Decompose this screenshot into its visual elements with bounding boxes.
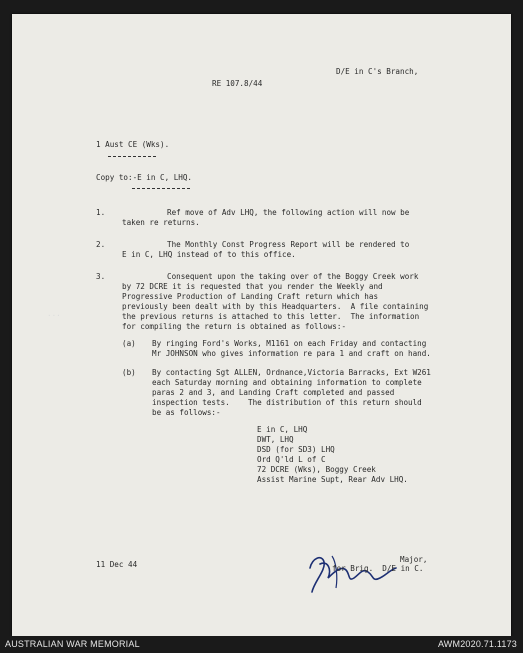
distribution-item: DSD (for SD3) LHQ: [257, 445, 335, 454]
margin-dots: ...: [47, 309, 61, 318]
para-3-line-1: Consequent upon the taking over of the Boggy Creek work: [167, 272, 419, 281]
signatory-for-line: for Brig. D/E in C.: [332, 564, 424, 573]
para-2-line-1: The Monthly Const Progress Report will be rendered to: [167, 240, 410, 249]
branch-heading: D/E in C's Branch,: [336, 67, 419, 76]
item-b-label: (b): [122, 368, 136, 377]
item-a-label: (a): [122, 339, 136, 348]
item-a-line-1: By ringing Ford's Works, M1161 on each Friday and contacting: [152, 339, 427, 348]
para-3-number: 3.: [96, 272, 106, 281]
distribution-item: E in C, LHQ: [257, 425, 308, 434]
item-b-line-4: inspection tests. The distribution of this return should: [152, 398, 422, 407]
para-3-line-2: by 72 DCRE it is requested that you render the Weekly and: [122, 282, 383, 291]
distribution-item: 72 DCRE (Wks), Boggy Creek: [257, 465, 376, 474]
copy-to: Copy to:-E in C, LHQ.: [96, 173, 193, 182]
distribution-item: Assist Marine Supt, Rear Adv LHQ.: [257, 475, 408, 484]
signatory-rank: Major,: [400, 555, 428, 564]
para-3-line-4: previously been dealt with by this Headquarters. A file containing: [122, 302, 429, 311]
addressee: 1 Aust CE (Wks).: [96, 140, 170, 149]
archive-name: AUSTRALIAN WAR MEMORIAL: [5, 639, 140, 649]
para-3-line-6: for compiling the return is obtained as follows:-: [122, 322, 347, 331]
letter-date: 11 Dec 44: [96, 560, 138, 569]
para-1-line-2: taken re returns.: [122, 218, 200, 227]
distribution-item: Ord Q'ld L of C: [257, 455, 326, 464]
reference-number: RE 107.8/44: [212, 79, 263, 88]
addressee-underline: [108, 156, 156, 157]
item-b-line-3: paras 2 and 3, and Landing Craft completed and passed: [152, 388, 395, 397]
distribution-item: DWT, LHQ: [257, 435, 294, 444]
para-3-line-5: the previous returns is attached to this letter. The information: [122, 312, 420, 321]
item-b-line-1: By contacting Sgt ALLEN, Ordnance,Victoria Barracks, Ext W261: [152, 368, 431, 377]
para-1-number: 1.: [96, 208, 106, 217]
item-a-line-2: Mr JOHNSON who gives information re para 1 and craft on hand.: [152, 349, 431, 358]
item-b-line-5: be as follows:-: [152, 408, 221, 417]
para-3-line-3: Progressive Production of Landing Craft return which has: [122, 292, 379, 301]
letter-page: [12, 14, 511, 636]
para-1-line-1: Ref move of Adv LHQ, the following action will now be: [167, 208, 410, 217]
archive-id: AWM2020.71.1173: [437, 639, 517, 649]
para-2-number: 2.: [96, 240, 106, 249]
item-b-line-2: each Saturday morning and obtaining information to complete: [152, 378, 422, 387]
copy-to-underline: [132, 188, 190, 189]
para-2-line-2: E in C, LHQ instead of to this office.: [122, 250, 296, 259]
archive-footer: [0, 636, 523, 653]
